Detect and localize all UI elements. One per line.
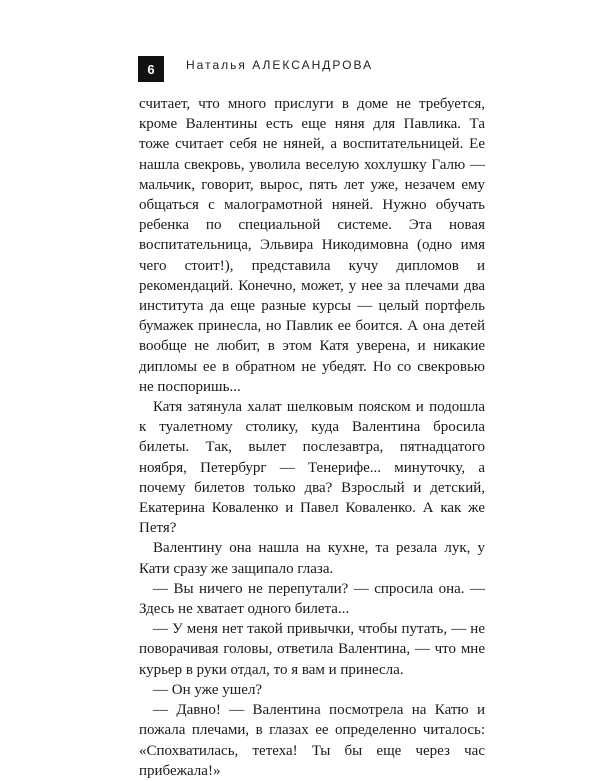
paragraph: считает, что много прислуги в доме не требуется, кроме Валентины есть еще няня для Павлика. Та тоже считает себя не няней, а воспитательницей. Ее нашла свекровь, уволила веселую хохлушку Галю — мальчик, говорит, вырос, пять лет уже, незачем ему общаться с малограмотной няней. Нужно обучать ребенка по специальной системе. Эта новая воспитательница, Эльвира Никодимовна (одно имя чего стоит!), представила кучу дипломов и рекомендаций. Конечно, может, у нее за плечами два института да еще разные курсы — целый портфель бумажек принесла, но Павлик ее боится. А она детей вообще не любит, в этом Катя уверена, и никакие дипломы ее в обратном не убедят. Но со свекровью не поспоришь... [139,96,485,395]
paragraph: — Вы ничего не перепутали? — спросила она. — Здесь не хватает одного билета... [139,580,485,618]
paragraph: Валентину она нашла на кухне, та резала лук, у Кати сразу же защипало глаза. [139,540,485,577]
page-number: 6 [138,56,164,82]
paragraph: — Он уже ушел? [153,681,263,698]
paragraph: Катя затянула халат шелковым пояском и подошла к туалетному столику, куда Валентина бросила билеты. Так, вылет послезавтра, пятнадцатого ноября, Петербург — Тенерифе... минуточку, а почему билетов только два? Взрослый и детский, Екатерина Коваленко и Павел Коваленко. А как же Петя? [139,399,485,537]
paragraph: — У меня нет такой привычки, чтобы путать, — не поворачивая головы, ответила Валентина, — что мне курьер в руки отдал, то я вам и принесла. [139,621,485,678]
running-head: Наталья АЛЕКСАНДРОВА [186,58,374,72]
paragraph: — Давно! — Валентина посмотрела на Катю и пожала плечами, в глазах ее определенно читалось: «Спохватилась, тетеха! Ты бы еще через час прибежала!» [139,702,485,779]
body-text [139,94,485,781]
